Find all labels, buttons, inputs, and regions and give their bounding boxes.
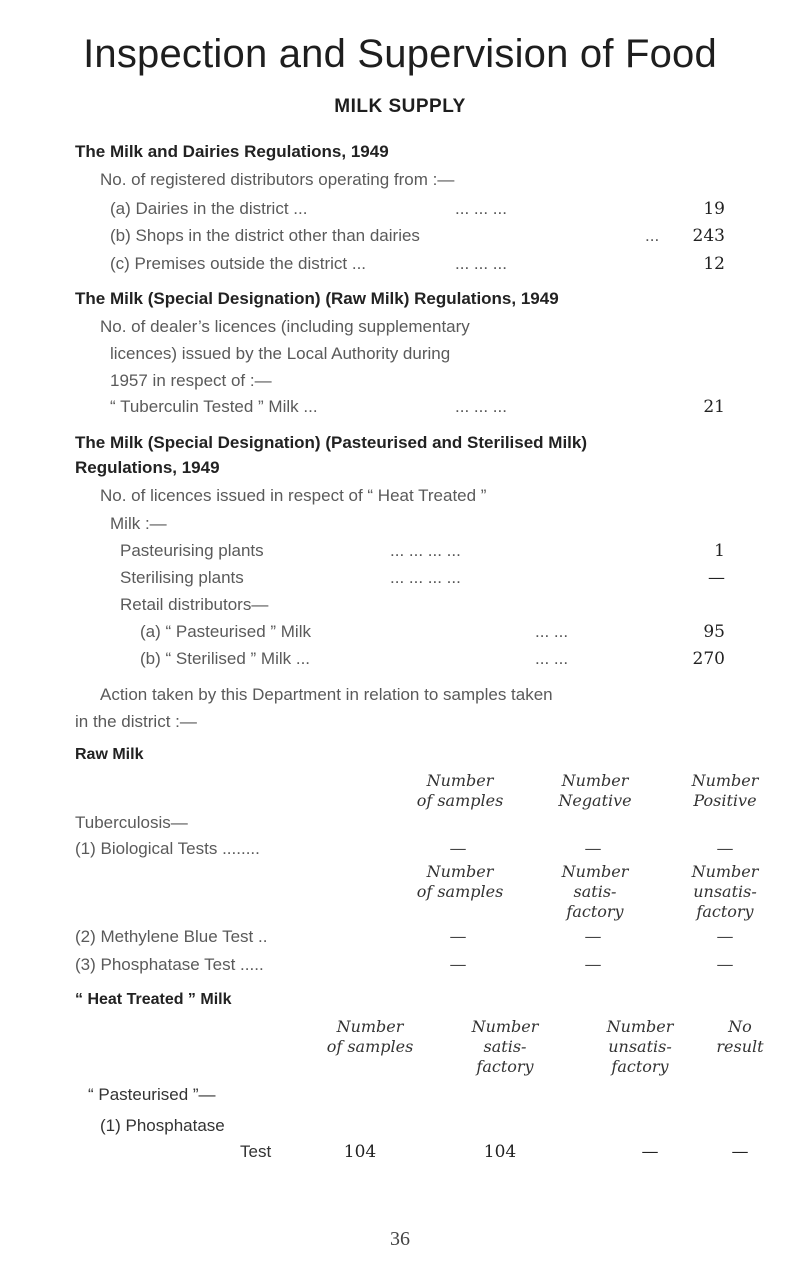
raw-milk-text-3: 1957 in respect of :—: [110, 371, 272, 390]
header-line: of samples: [416, 791, 504, 810]
section-title: MILK SUPPLY: [334, 96, 466, 117]
phosphatase-test-label: (3) Phosphatase Test .....: [75, 955, 264, 974]
methylene-blue-label: (2) Methylene Blue Test ..: [75, 927, 268, 946]
pasteurised-milk-item-dots: ... ...: [535, 622, 569, 641]
pasteurised-group-label: “ Pasteurised ”—: [88, 1085, 216, 1104]
heat-phosphatase-unsatisfactory: —: [641, 1142, 659, 1162]
dairies-item-b-label: (b) Shops in the district other than dairies: [110, 226, 420, 245]
dairies-item-a-label: (a) Dairies in the district ...: [110, 199, 308, 218]
pasteurising-plants-value: 1: [714, 541, 725, 561]
sterilised-milk-item-dots: ... ...: [535, 649, 569, 668]
phosphatase-test-samples: —: [449, 955, 467, 975]
raw-col-header-samples: [395, 771, 525, 811]
phosphatase-test-satisfactory: —: [584, 955, 602, 975]
dairies-item-a-dots: ... ... ...: [455, 199, 507, 218]
heat-phosphatase-label-1: (1) Phosphatase: [100, 1116, 225, 1135]
tuberculin-tested-label: “ Tuberculin Tested ” Milk ...: [110, 397, 318, 416]
header-line: Negative: [558, 791, 632, 810]
raw-col-header-unsatisfactory: [665, 862, 785, 922]
header-line: Number: [471, 1017, 539, 1036]
dairies-item-c-dots: ... ... ...: [455, 254, 507, 273]
dairies-item-c-value: 12: [703, 254, 725, 274]
header-line: satis-: [483, 1037, 527, 1056]
header-line: factory: [476, 1057, 534, 1076]
raw-col-header-negative: [535, 771, 655, 811]
heat-phosphatase-satisfactory: 104: [483, 1142, 517, 1162]
heat-treated-table-heading: “ Heat Treated ” Milk: [75, 991, 232, 1008]
methylene-blue-satisfactory: —: [584, 927, 602, 947]
sterilising-plants-label: Sterilising plants: [120, 568, 244, 587]
page-title: Inspection and Supervision of Food: [83, 32, 717, 76]
retail-distributors-label: Retail distributors—: [120, 595, 269, 614]
pasteurised-regulations-heading-1: The Milk (Special Designation) (Pasteurised and Sterilised Milk): [75, 433, 588, 452]
dairies-item-c-label: (c) Premises outside the district ...: [110, 254, 367, 273]
action-text-2: in the district :—: [75, 712, 197, 731]
raw-col-header-samples-2: [395, 862, 525, 902]
header-line: of samples: [416, 882, 504, 901]
header-line: satis-: [573, 882, 617, 901]
header-line: unsatis-: [608, 1037, 672, 1056]
tuberculin-tested-dots: ... ... ...: [455, 397, 507, 416]
header-line: Number: [691, 771, 759, 790]
heat-col-header-samples: [300, 1017, 440, 1057]
header-line: Positive: [693, 791, 757, 810]
dairies-intro: No. of registered distributors operating from :—: [100, 170, 455, 189]
header-line: factory: [566, 902, 624, 921]
sterilising-plants-dots: ... ... ... ...: [390, 568, 461, 587]
dairies-regulations-heading: The Milk and Dairies Regulations, 1949: [75, 142, 389, 161]
biological-tests-negative: —: [584, 839, 602, 859]
pasteurised-milk-item-value: 95: [703, 622, 725, 642]
raw-milk-regulations-heading: The Milk (Special Designation) (Raw Milk) Regulations, 1949: [75, 289, 559, 308]
page-number: 36: [390, 1228, 410, 1250]
tuberculin-tested-value: 21: [703, 397, 725, 417]
heat-phosphatase-samples: 104: [343, 1142, 377, 1162]
action-text-1: Action taken by this Department in relation to samples taken: [100, 685, 553, 704]
raw-col-header-satisfactory: [535, 862, 655, 922]
pasteurised-intro: No. of licences issued in respect of “ Heat Treated ”: [100, 486, 487, 505]
sterilising-plants-value: —: [708, 568, 725, 588]
raw-col-header-positive: [665, 771, 785, 811]
dairies-item-b-dots: ...: [645, 226, 660, 245]
header-line: result: [716, 1037, 764, 1056]
pasteurised-milk-item-label: (a) “ Pasteurised ” Milk: [140, 622, 311, 641]
pasteurising-plants-dots: ... ... ... ...: [390, 541, 461, 560]
header-line: Number: [336, 1017, 404, 1036]
biological-tests-positive: —: [716, 839, 734, 859]
dairies-item-a-value: 19: [703, 199, 725, 219]
pasteurising-plants-label: Pasteurising plants: [120, 541, 264, 560]
dairies-item-b-value: 243: [692, 226, 725, 246]
header-line: Number: [426, 771, 494, 790]
header-line: factory: [696, 902, 754, 921]
heat-col-header-unsatisfactory: [580, 1017, 700, 1077]
methylene-blue-unsatisfactory: —: [716, 927, 734, 947]
header-line: of samples: [326, 1037, 414, 1056]
biological-tests-samples: —: [449, 839, 467, 859]
heat-col-header-no-result: [700, 1017, 780, 1057]
heat-phosphatase-label-2: Test: [240, 1142, 272, 1161]
raw-milk-table-heading: Raw Milk: [75, 746, 144, 763]
phosphatase-test-unsatisfactory: —: [716, 955, 734, 975]
header-line: factory: [611, 1057, 669, 1076]
heat-phosphatase-no-result: —: [731, 1142, 749, 1162]
biological-tests-label: (1) Biological Tests ........: [75, 839, 260, 858]
header-line: Number: [691, 862, 759, 881]
header-line: unsatis-: [693, 882, 757, 901]
sterilised-milk-item-value: 270: [692, 649, 725, 669]
header-line: Number: [561, 771, 629, 790]
pasteurised-milk-label: Milk :—: [110, 514, 167, 533]
header-line: Number: [426, 862, 494, 881]
tuberculosis-label: Tuberculosis—: [75, 813, 188, 832]
header-line: No: [728, 1017, 752, 1036]
raw-milk-text-1: No. of dealer’s licences (including supplementary: [100, 317, 470, 336]
header-line: Number: [561, 862, 629, 881]
pasteurised-regulations-heading-2: Regulations, 1949: [75, 458, 220, 477]
heat-col-header-satisfactory: [450, 1017, 560, 1077]
methylene-blue-samples: —: [449, 927, 467, 947]
header-line: Number: [606, 1017, 674, 1036]
sterilised-milk-item-label: (b) “ Sterilised ” Milk ...: [140, 649, 311, 668]
raw-milk-text-2: licences) issued by the Local Authority during: [110, 344, 451, 363]
